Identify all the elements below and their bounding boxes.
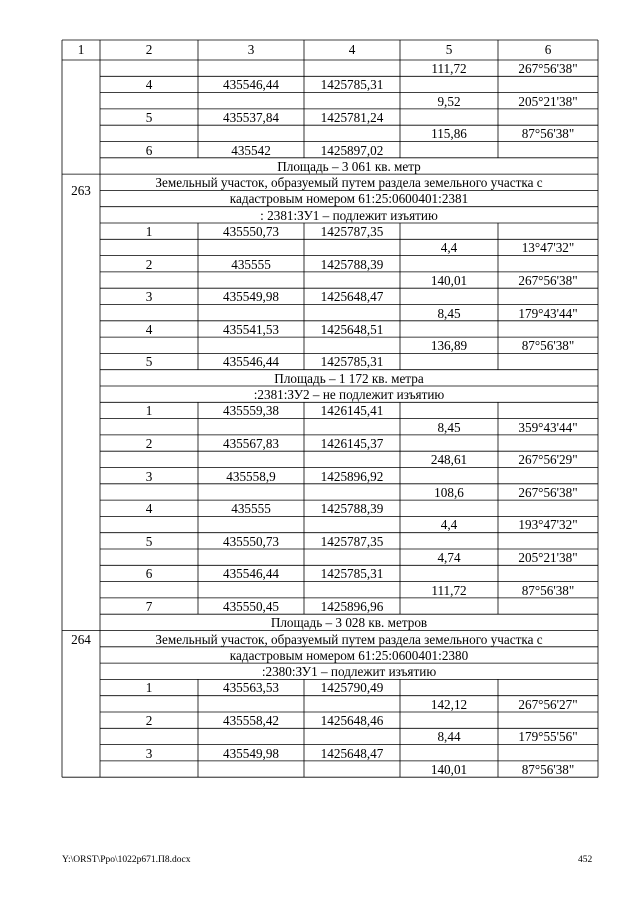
coord-x: 435563,53 bbox=[222, 680, 280, 696]
point-number: 3 bbox=[145, 468, 153, 484]
distance: 140,01 bbox=[430, 761, 468, 777]
merged-row-text: кадастровым номером 61:25:0600401:2381 bbox=[229, 191, 469, 207]
bearing: 267°56'29" bbox=[518, 452, 578, 468]
coord-y: 1425896,92 bbox=[320, 468, 384, 484]
coord-y: 1426145,37 bbox=[320, 435, 384, 451]
coord-x: 435537,84 bbox=[222, 109, 280, 125]
coord-y: 1425787,35 bbox=[320, 224, 384, 239]
coord-y: 1425781,24 bbox=[320, 109, 384, 125]
distance: 136,89 bbox=[430, 338, 468, 354]
coord-y: 1425648,47 bbox=[320, 745, 384, 761]
distance: 4,74 bbox=[437, 550, 461, 565]
coord-y: 1425788,39 bbox=[320, 501, 384, 517]
point-number: 5 bbox=[145, 109, 153, 125]
merged-row-text: Земельный участок, образуемый путем раздела земельного участка с bbox=[155, 175, 543, 191]
distance: 4,4 bbox=[440, 517, 458, 533]
coord-y: 1425648,47 bbox=[320, 289, 384, 305]
distance: 8,45 bbox=[437, 419, 461, 435]
coord-y: 1425897,02 bbox=[320, 142, 384, 158]
distance: 4,4 bbox=[440, 240, 458, 256]
header-cell: 3 bbox=[247, 42, 255, 57]
merged-row-text: Земельный участок, образуемый путем раздела земельного участка с bbox=[155, 631, 543, 647]
header-cell: 2 bbox=[145, 42, 153, 57]
bearing: 267°56'38" bbox=[518, 272, 578, 288]
point-number: 4 bbox=[145, 321, 153, 337]
bearing: 193°47'32" bbox=[518, 517, 578, 533]
bearing: 205°21'38" bbox=[518, 550, 578, 565]
coord-x: 435559,38 bbox=[222, 403, 280, 419]
bearing: 267°56'27" bbox=[518, 696, 578, 712]
point-number: 5 bbox=[145, 533, 153, 549]
coord-x: 435542 bbox=[231, 142, 271, 158]
point-number: 6 bbox=[145, 566, 153, 582]
footer-page-number: 452 bbox=[578, 855, 593, 865]
bearing: 179°43'44" bbox=[518, 305, 578, 321]
bearing: 87°56'38" bbox=[521, 126, 575, 142]
coord-x: 435555 bbox=[231, 501, 271, 517]
coord-x: 435546,44 bbox=[222, 566, 280, 582]
merged-row-text: Площадь – 1 172 кв. метра bbox=[274, 370, 424, 386]
point-number: 4 bbox=[145, 77, 153, 93]
coord-x: 435550,45 bbox=[222, 598, 280, 614]
point-number: 5 bbox=[145, 354, 153, 370]
coord-x: 435550,73 bbox=[222, 533, 280, 549]
header-cell: 4 bbox=[348, 42, 356, 57]
distance: 9,52 bbox=[437, 93, 461, 109]
coord-x: 435555 bbox=[231, 256, 271, 272]
coord-x: 435550,73 bbox=[222, 224, 280, 239]
header-cell: 6 bbox=[544, 42, 552, 57]
coord-y: 1425790,49 bbox=[320, 680, 384, 696]
distance: 8,45 bbox=[437, 305, 461, 321]
bearing: 359°43'44" bbox=[518, 419, 578, 435]
coord-x: 435541,53 bbox=[222, 321, 280, 337]
coord-x: 435549,98 bbox=[222, 745, 280, 761]
bearing: 87°56'38" bbox=[521, 582, 575, 598]
point-number: 3 bbox=[145, 289, 153, 305]
distance: 142,12 bbox=[430, 696, 468, 712]
merged-row-text: Площадь – 3 028 кв. метров bbox=[270, 615, 428, 631]
point-number: 7 bbox=[145, 598, 153, 614]
coord-y: 1425648,51 bbox=[320, 321, 384, 337]
merged-row-text: :2380:ЗУ1 – подлежит изъятию bbox=[261, 664, 437, 680]
distance: 115,86 bbox=[431, 126, 467, 142]
point-number: 2 bbox=[145, 435, 153, 451]
coord-y: 1426145,41 bbox=[320, 403, 384, 419]
bearing: 179°55'56" bbox=[518, 729, 578, 745]
coord-y: 1425785,31 bbox=[320, 77, 384, 93]
coord-x: 435567,83 bbox=[222, 435, 280, 451]
bearing: 87°56'38" bbox=[521, 761, 575, 777]
distance: 8,44 bbox=[437, 729, 461, 745]
coord-y: 1425785,31 bbox=[320, 566, 384, 582]
bearing: 267°56'38" bbox=[518, 61, 578, 76]
bearing: 205°21'38" bbox=[518, 93, 578, 109]
header-cell: 5 bbox=[445, 42, 453, 57]
point-number: 6 bbox=[145, 142, 153, 158]
coord-y: 1425648,46 bbox=[320, 713, 384, 728]
coord-x: 435558,9 bbox=[226, 468, 276, 484]
coord-y: 1425787,35 bbox=[320, 533, 384, 549]
point-number: 1 bbox=[145, 680, 153, 696]
coord-y: 1425785,31 bbox=[320, 354, 384, 370]
point-number: 2 bbox=[145, 256, 153, 272]
coord-x: 435546,44 bbox=[222, 354, 280, 370]
bearing: 87°56'38" bbox=[521, 338, 575, 354]
point-number: 4 bbox=[145, 501, 153, 517]
merged-row-text: :2381:ЗУ2 – не подлежит изъятию bbox=[253, 387, 445, 402]
footer-file-path: Y:\ORST\Ppo\1022p671.П8.docx bbox=[62, 855, 191, 865]
point-number: 3 bbox=[145, 745, 153, 761]
merged-row-text: кадастровым номером 61:25:0600401:2380 bbox=[229, 647, 469, 663]
point-number: 1 bbox=[145, 403, 153, 419]
distance: 140,01 bbox=[430, 272, 468, 288]
coord-y: 1425896,96 bbox=[320, 598, 384, 614]
distance: 111,72 bbox=[431, 582, 467, 598]
bearing: 13°47'32" bbox=[521, 240, 575, 256]
coord-x: 435546,44 bbox=[222, 77, 280, 93]
header-cell: 1 bbox=[77, 42, 85, 57]
point-number: 1 bbox=[145, 224, 153, 239]
point-number: 2 bbox=[145, 713, 153, 728]
bearing: 267°56'38" bbox=[518, 484, 578, 500]
distance: 108,6 bbox=[434, 484, 464, 500]
group-number: 264 bbox=[71, 631, 91, 647]
coord-x: 435549,98 bbox=[222, 289, 280, 305]
merged-row-text: : 2381:ЗУ1 – подлежит изъятию bbox=[260, 207, 438, 223]
coord-y: 1425788,39 bbox=[320, 256, 384, 272]
coord-x: 435558,42 bbox=[222, 713, 280, 728]
group-number: 263 bbox=[71, 183, 91, 199]
distance: 248,61 bbox=[430, 452, 468, 468]
distance: 111,72 bbox=[431, 61, 467, 76]
merged-row-text: Площадь – 3 061 кв. метр bbox=[277, 158, 421, 174]
